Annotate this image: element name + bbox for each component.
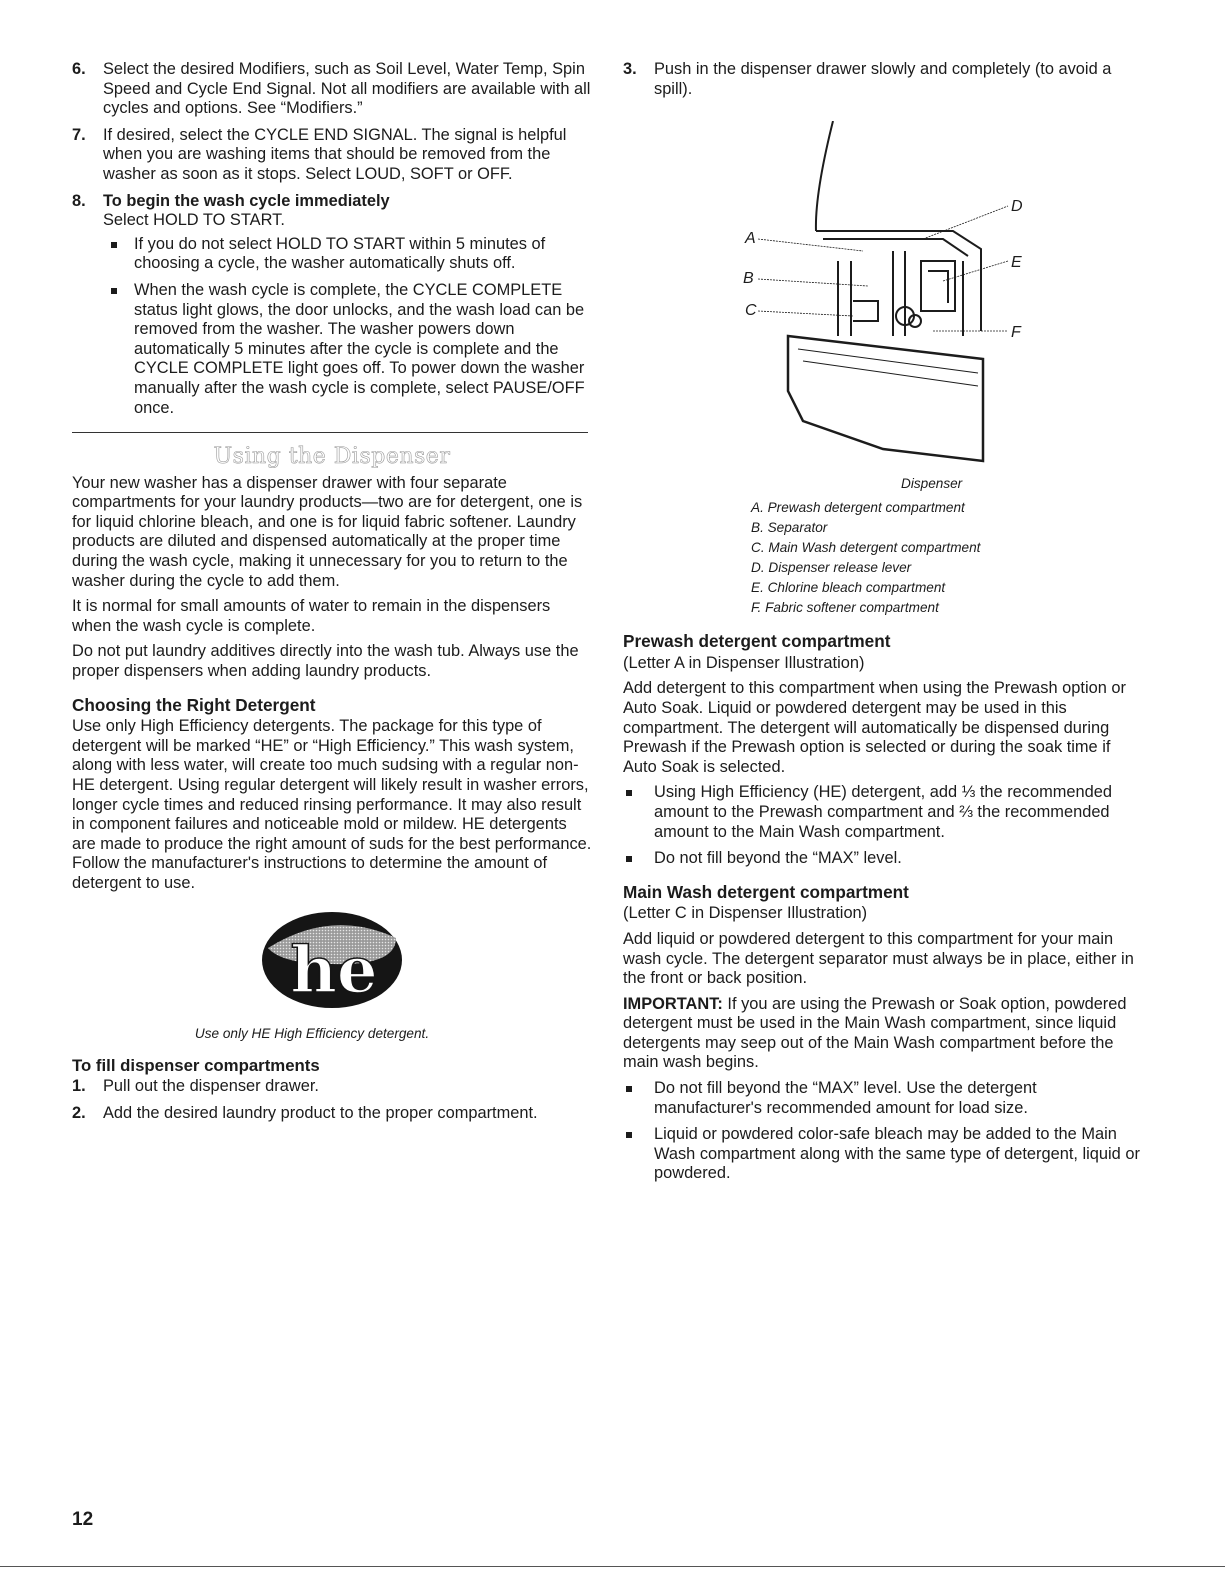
step-8 <box>72 192 592 231</box>
list-item: Do not fill beyond the “MAX” level. <box>623 849 1143 869</box>
dispenser-caption <box>623 474 1143 618</box>
detergent-heading: Choosing the Right Detergent <box>72 694 316 715</box>
important-text: If you are using the Prewash or Soak option, powdered detergent must be used in the Main Wash compartment, since liquid detergents may seep out of the Main Wash compartment before the main wash begins. <box>623 994 1127 1072</box>
label-b: B <box>743 270 754 288</box>
step-number: 6. <box>72 60 86 78</box>
important-note <box>623 995 1143 1073</box>
step-text: Select HOLD TO START. <box>103 211 285 230</box>
list-item: Using High Efficiency (HE) detergent, add ⅓ the recommended amount to the Prewash compartment and ⅔ the recommended amount to the Main Wash compartment. <box>623 783 1143 842</box>
caption-item: D. Dispenser release lever <box>751 560 912 576</box>
step-text: Select the desired Modifiers, such as Soil Level, Water Temp, Spin Speed and Cycle End Signal. Not all modifiers are available with all cycles and options. See “Modifiers.” <box>103 60 591 118</box>
label-f: F <box>1011 324 1021 342</box>
caption-item: F. Fabric softener compartment <box>751 600 939 616</box>
he-logo-text: he <box>290 932 378 1008</box>
prewash-paragraph: Add detergent to this compartment when using the Prewash option or Auto Soak. Liquid or powdered detergent may be used in this compartment. The detergent will automatically be dispensed during Prewash if the Prewash option is selected or during the soak time if Auto Soak is selected. <box>623 679 1126 776</box>
prewash-heading: Prewash detergent compartment <box>623 631 891 652</box>
list-item: Do not fill beyond the “MAX” level. Use the detergent manufacturer's recommended amount for load size. <box>623 1079 1143 1118</box>
important-label: IMPORTANT: <box>623 994 723 1013</box>
mainwash-sub: (Letter C in Dispenser Illustration) <box>623 904 868 923</box>
label-c: C <box>745 302 757 320</box>
step-number: 3. <box>623 60 637 78</box>
section-divider <box>72 432 588 433</box>
step-text: Add the desired laundry product to the proper compartment. <box>103 1103 538 1122</box>
he-logo-icon <box>72 908 592 1018</box>
caption-title: Dispenser <box>901 476 963 492</box>
label-d: D <box>1011 198 1023 216</box>
mainwash-heading: Main Wash detergent compartment <box>623 881 909 902</box>
label-e: E <box>1011 254 1022 272</box>
page-number: 12 <box>72 1509 94 1530</box>
paragraph: Do not put laundry additives directly into the wash tub. Always use the proper dispensers when adding laundry products. <box>72 642 579 681</box>
he-caption: Use only HE High Efficiency detergent. <box>194 1025 430 1041</box>
dispenser-illustration <box>623 121 1143 466</box>
paragraph: It is normal for small amounts of water to remain in the dispensers when the wash cycle is complete. <box>72 597 551 635</box>
paragraph: Your new washer has a dispenser drawer with four separate compartments for your laundry products—two are for detergent, one is for liquid chlorine bleach, and one is for liquid fabric softener. Laundry products are diluted and dispensed automatically at the proper time during the wash cycle, making it unnecessary for you to return to the washer during the cycle to add them. <box>72 473 583 590</box>
fill-heading: To fill dispenser compartments <box>72 1055 320 1075</box>
step-3 <box>623 60 1143 99</box>
label-a: A <box>745 230 756 248</box>
he-logo <box>72 908 592 1018</box>
step-number: 2. <box>72 1103 86 1122</box>
bottom-rule <box>0 1566 1225 1567</box>
caption-item: E. Chlorine bleach compartment <box>751 580 946 596</box>
prewash-sub: (Letter A in Dispenser Illustration) <box>623 653 865 672</box>
step-text: If desired, select the CYCLE END SIGNAL. The signal is helpful when you are washing items that should be removed from the washer as soon as it stops. Select LOUD, SOFT or OFF. <box>103 125 567 183</box>
step-text: Pull out the dispenser drawer. <box>103 1077 319 1096</box>
step-title: To begin the wash cycle immediately <box>103 191 390 210</box>
list-item: When the wash cycle is complete, the CYCLE COMPLETE status light glows, the door unlocks, and the wash load can be removed from the washer. The washer powers down automatically 5 minutes after the cycle is complete and the CYCLE COMPLETE light goes off. To power down the washer manually after the wash cycle is complete, select PAUSE/OFF once. <box>72 281 592 418</box>
step-number: 8. <box>72 191 86 210</box>
list-item: If you do not select HOLD TO START within 5 minutes of choosing a cycle, the washer automatically shuts off. <box>72 235 592 274</box>
step-text: Push in the dispenser drawer slowly and completely (to avoid a spill). <box>654 60 1112 98</box>
step-number: 7. <box>72 125 86 144</box>
paragraph: Use only High Efficiency detergents. The package for this type of detergent will be marked “HE” or “High Efficiency.” This wash system, along with less water, will create too much sudsing with a regular non-HE detergent. Using regular detergent will likely result in washer errors, longer cycle times and reduced rinsing performance. It may also result in component failures and noticeable mold or mildew. HE detergents are made to produce the right amount of suds for the best performance. Follow the manufacturer's instructions to determine the amount of detergent to use. <box>72 717 592 892</box>
left-column <box>72 60 592 1130</box>
caption-item: C. Main Wash detergent compartment <box>751 540 981 556</box>
caption-item: B. Separator <box>751 520 828 536</box>
section-title: Using the Dispenser <box>213 444 451 470</box>
mainwash-paragraph: Add liquid or powdered detergent to this compartment for your main wash cycle. The detergent separator must always be in place, either in the front or back position. <box>623 929 1134 988</box>
step-6 <box>72 60 592 119</box>
right-column <box>623 60 1143 1191</box>
fill-step-1 <box>72 1077 592 1097</box>
fill-step-2 <box>72 1104 592 1124</box>
step-7 <box>72 126 592 185</box>
list-item: Liquid or powdered color-safe bleach may be added to the Main Wash compartment along with the same type of detergent, liquid or powdered. <box>623 1125 1143 1184</box>
step-number: 1. <box>72 1077 86 1096</box>
caption-item: A. Prewash detergent compartment <box>751 500 965 516</box>
dispenser-drawing <box>623 121 1143 466</box>
